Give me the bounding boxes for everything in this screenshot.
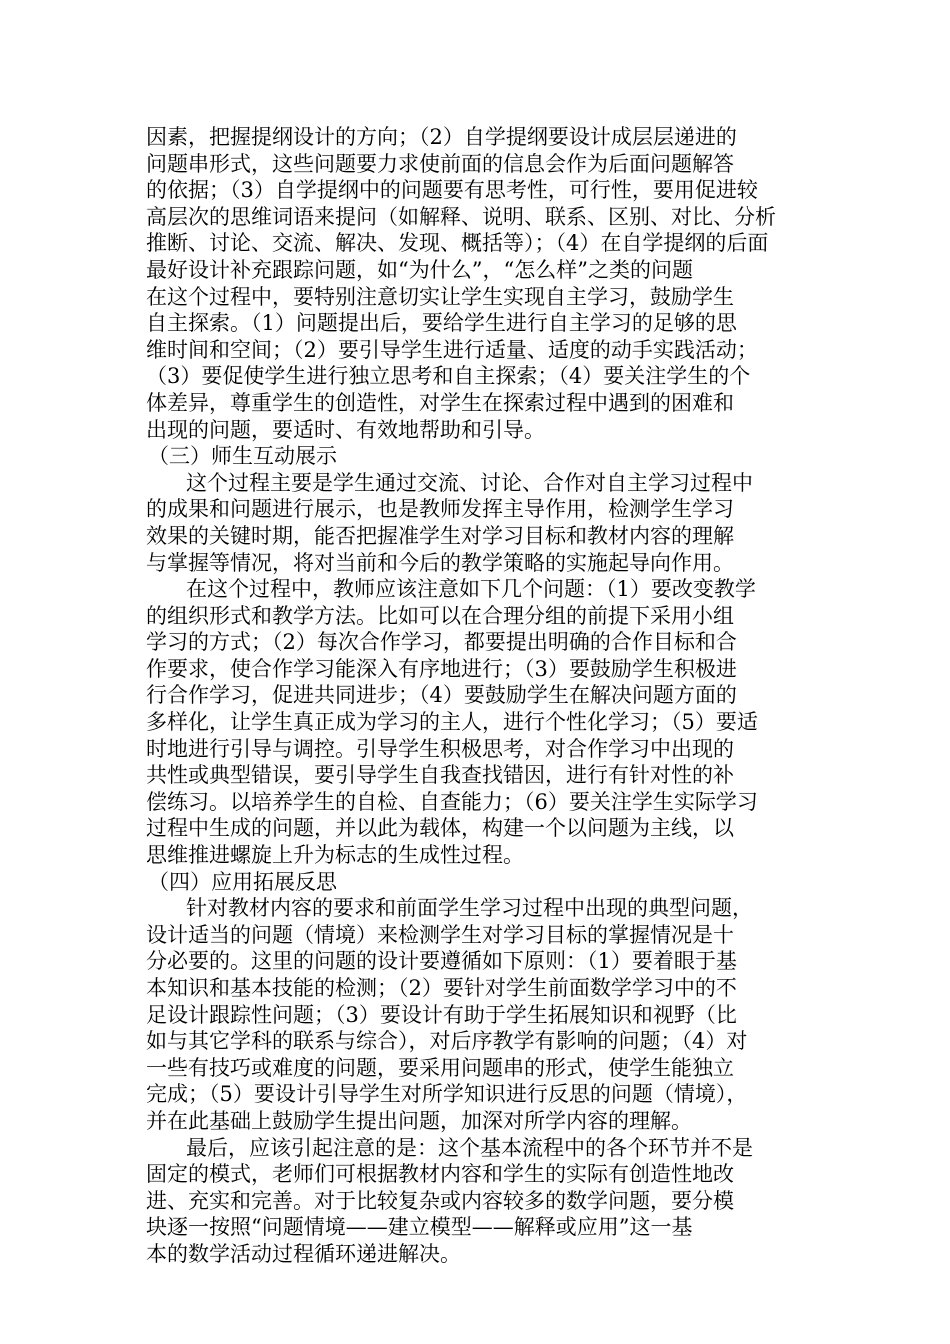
text-line: 推断、讨论、交流、解决、发现、概括等）；（4）在自学提纲的后面 bbox=[146, 231, 769, 256]
section-heading: （四）应用拓展反思 bbox=[148, 869, 337, 894]
text-line: 这个过程主要是学生通过交流、讨论、合作对自主学习过程中 bbox=[186, 470, 753, 495]
text-line: 进、充实和完善。对于比较复杂或内容较多的数学问题，要分模 bbox=[146, 1188, 734, 1213]
text-line: 并在此基础上鼓励学生提出问题，加深对所学内容的理解。 bbox=[146, 1108, 692, 1133]
text-line: 的成果和问题进行展示，也是教师发挥主导作用，检测学生学习 bbox=[146, 497, 734, 522]
text-line: 与掌握等情况，将对当前和今后的教学策略的实施起导向作用。 bbox=[146, 550, 734, 575]
text-line: 足设计跟踪性问题；（3）要设计有助于学生拓展知识和视野（比 bbox=[146, 1002, 737, 1027]
text-line: 出现的问题，要适时、有效地帮助和引导。 bbox=[146, 417, 545, 442]
text-line: 的依据；（3）自学提纲中的问题要有思考性，可行性，要用促进较 bbox=[146, 178, 758, 203]
text-line: 在这个过程中，要特别注意切实让学生实现自主学习，鼓励学生 bbox=[146, 284, 734, 309]
text-line: 维时间和空间；（2）要引导学生进行适量、适度的动手实践活动； bbox=[146, 337, 758, 362]
text-line: 共性或典型错误，要引导学生自我查找错因，进行有针对性的补 bbox=[146, 763, 734, 788]
text-line: 自主探索。（1）问题提出后，要给学生进行自主学习的足够的思 bbox=[146, 311, 737, 336]
text-line: 时地进行引导与调控。引导学生积极思考，对合作学习中出现的 bbox=[146, 736, 734, 761]
document-page bbox=[146, 124, 806, 1268]
text-line: 问题串形式，这些问题要力求使前面的信息会作为后面问题解答 bbox=[146, 151, 734, 176]
text-line: 因素，把握提纲设计的方向；（2）自学提纲要设计成层层递进的 bbox=[146, 125, 737, 149]
text-line: 作要求，使合作学习能深入有序地进行；（3）要鼓励学生积极进 bbox=[146, 656, 737, 681]
text-line: 固定的模式，老师们可根据教材内容和学生的实际有创造性地改 bbox=[146, 1162, 734, 1187]
text-line: 本知识和基本技能的检测；（2）要针对学生前面数学学习中的不 bbox=[146, 976, 737, 1000]
text-line: 最好设计补充跟踪问题，如“为什么”，“怎么样”之类的问题 bbox=[146, 257, 693, 282]
text-line: 偿练习。以培养学生的自检、自查能力；（6）要关注学生实际学习 bbox=[146, 789, 758, 814]
text-line: 体差异，尊重学生的创造性，对学生在探索过程中遇到的困难和 bbox=[146, 390, 734, 415]
text-line: 设计适当的问题（情境）来检测学生对学习目标的掌握情况是十 bbox=[146, 922, 734, 947]
text-line: 在这个过程中，教师应该注意如下几个问题：（1）要改变教学 bbox=[186, 577, 756, 602]
text-line: 的组织形式和教学方法。比如可以在合理分组的前提下采用小组 bbox=[146, 603, 734, 628]
text-line: 过程中生成的问题，并以此为载体，构建一个以问题为主线，以 bbox=[146, 816, 734, 841]
text-line: 块逐一按照“问题情境——建立模型——解释或应用”这一基 bbox=[146, 1215, 693, 1240]
text-line: 本的数学活动过程循环递进解决。 bbox=[146, 1241, 461, 1266]
section-heading: （三）师生互动展示 bbox=[148, 444, 337, 469]
text-line: 一些有技巧或难度的问题，要采用问题串的形式，使学生能独立 bbox=[146, 1055, 734, 1080]
text-line: 如与其它学科的联系与综合），对后序教学有影响的问题；（4）对 bbox=[146, 1029, 748, 1054]
text-line: 最后，应该引起注意的是：这个基本流程中的各个环节并不是 bbox=[186, 1135, 753, 1160]
text-line: （3）要促使学生进行独立思考和自主探索；（4）要关注学生的个 bbox=[146, 364, 751, 389]
text-line: 思维推进螺旋上升为标志的生成性过程。 bbox=[146, 843, 524, 868]
text-line: 针对教材内容的要求和前面学生学习过程中出现的典型问题， bbox=[186, 896, 753, 921]
text-line: 高层次的思维词语来提问（如解释、说明、联系、区别、对比、分析 bbox=[146, 204, 776, 229]
text-line: 分必要的。这里的问题的设计要遵循如下原则：（1）要着眼于基 bbox=[146, 949, 737, 974]
text-line: 学习的方式；（2）每次合作学习，都要提出明确的合作目标和合 bbox=[146, 630, 737, 655]
text-line: 行合作学习，促进共同进步；（4）要鼓励学生在解决问题方面的 bbox=[146, 683, 737, 708]
text-line: 多样化，让学生真正成为学习的主人，进行个性化学习；（5）要适 bbox=[146, 710, 758, 735]
text-line: 效果的关键时期，能否把握准学生对学习目标和教材内容的理解 bbox=[146, 523, 734, 548]
text-line: 完成；（5）要设计引导学生对所学知识进行反思的问题（情境）， bbox=[146, 1082, 748, 1107]
